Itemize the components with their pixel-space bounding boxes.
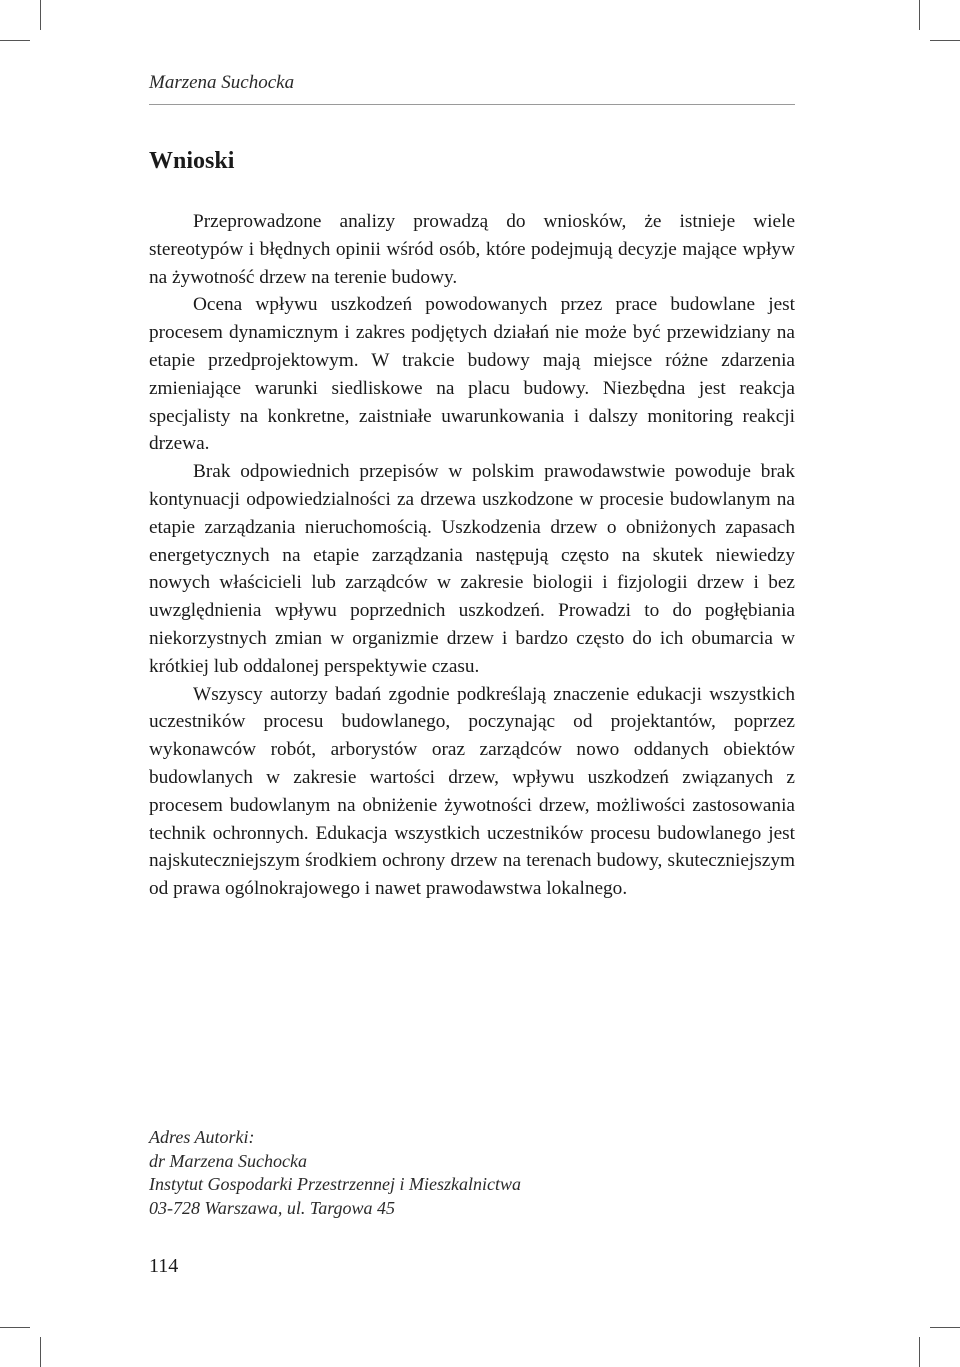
crop-mark-bottom-left-vertical bbox=[40, 1337, 41, 1367]
page-number: 114 bbox=[149, 1255, 179, 1277]
paragraph-1: Przeprowadzone analizy prowadzą do wniosków, że istnieje wiele stereotypów i błędnych opinii wśród osób, które podejmują decyzje mające wpływ na żywotność drzew na terenie budowy. bbox=[149, 211, 795, 288]
paragraph-4: Wszyscy autorzy badań zgodnie podkreślają znaczenie edukacji wszystkich uczestników procesu budowlanego, poczynając od projektantów, poprzez wykonawców robót, arborystów oraz zarządców nowo oddanych obiektów budowlanych w zakresie wartości drzew, wpływu uszkodzeń związanych z procesem budowlanym na obniżenie żywotności drzew, możliwości zastosowania technik ochronnych. Edukacja wszystkich uczestników procesu budowlanego jest najskuteczniejszym środkiem ochrony drzew na terenach budowy, skuteczniejszym od prawa ogólnokrajowego i nawet prawodawstwa lokalnego. bbox=[149, 683, 795, 900]
author-name: dr Marzena Suchocka bbox=[149, 1150, 307, 1171]
body-text bbox=[149, 208, 795, 903]
crop-mark-bottom-right-vertical bbox=[919, 1337, 920, 1367]
section-title: Wnioski bbox=[149, 148, 235, 174]
author-institution: Instytut Gospodarki Przestrzennej i Mieszkalnictwa bbox=[149, 1174, 521, 1194]
author-address bbox=[149, 1126, 521, 1220]
address-heading: Adres Autorki: bbox=[149, 1127, 255, 1147]
crop-mark-bottom-right-horizontal bbox=[930, 1327, 960, 1328]
author-street: 03-728 Warszawa, ul. Targowa 45 bbox=[149, 1197, 396, 1218]
running-head: Marzena Suchocka bbox=[149, 72, 295, 93]
crop-mark-top-left-horizontal bbox=[0, 40, 30, 41]
header-rule bbox=[149, 104, 795, 105]
paragraph-2: Ocena wpływu uszkodzeń powodowanych przez prace budowlane jest procesem dynamicznym i zakres podjętych działań nie może być przewidziany na etapie przedprojektowym. W trakcie budowy mają miejsce różne zdarzenia zmieniające warunki siedliskowe na placu budowy. Niezbędna jest reakcja specjalisty na konkretne, zaistniałe uwarunkowania i dalszy monitoring reakcji drzewa. bbox=[149, 294, 795, 455]
crop-mark-top-right-horizontal bbox=[930, 40, 960, 41]
crop-mark-bottom-left-horizontal bbox=[0, 1327, 30, 1328]
crop-mark-top-left-vertical bbox=[40, 0, 41, 30]
crop-mark-top-right-vertical bbox=[919, 0, 920, 30]
paragraph-3: Brak odpowiednich przepisów w polskim prawodawstwie powoduje brak kontynuacji odpowiedzialności za drzewa uszkodzone w procesie budowlanym na etapie zarządzania nieruchomością. Uszkodzenia drzew o obniżonych zapasach energetycznych na etapie zarządzania następują często na skutek niewiedzy nowych właścicieli lub zarządców w zakresie biologii i fizjologii drzew i bez uwzględnienia wpływu poprzednich uszkodzeń. Prowadzi to do pogłębiania niekorzystnych zmian w organizmie drzew i bardzo często do ich obumarcia w krótkiej lub oddalonej perspektywie czasu. bbox=[149, 461, 795, 677]
